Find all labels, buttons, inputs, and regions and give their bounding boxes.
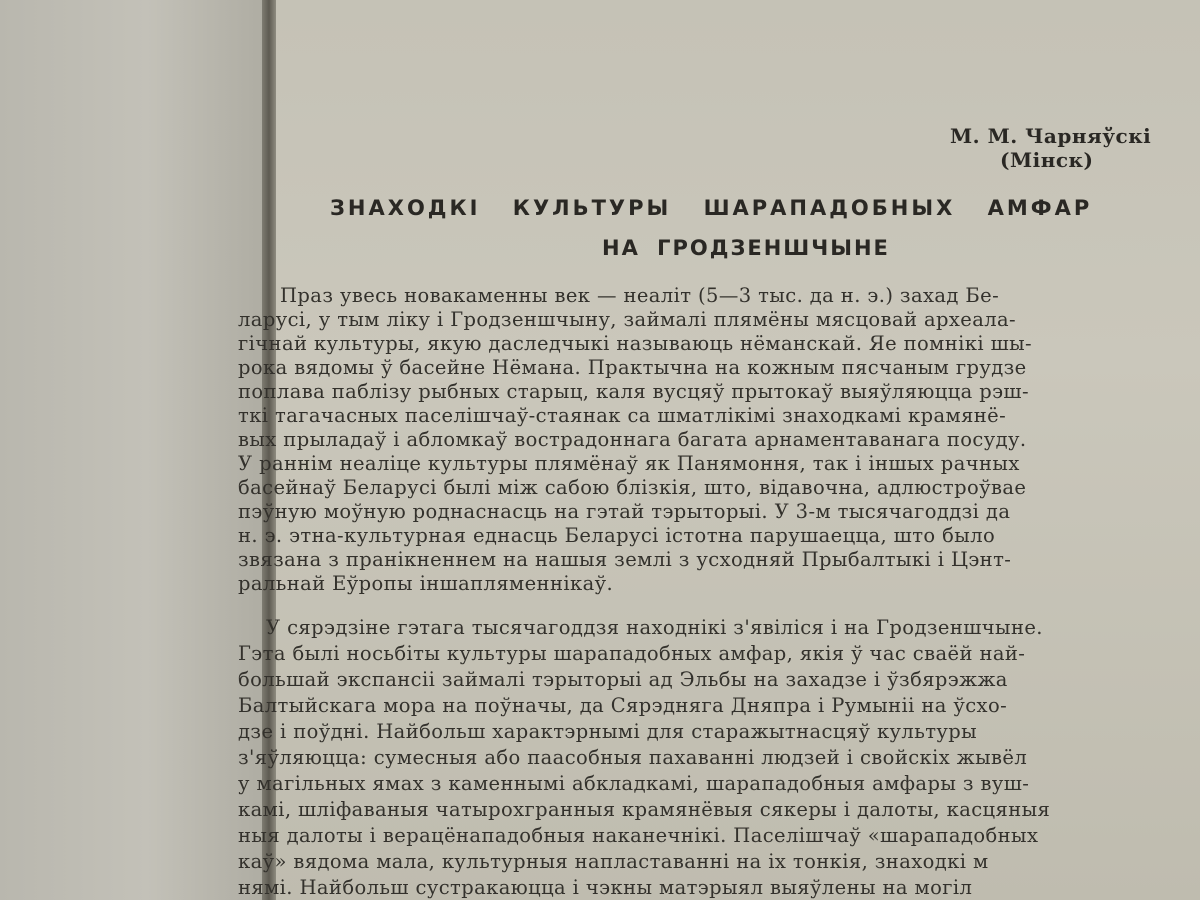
body-line: з'яўляюцца: сумесныя або паасобныя пахаванні людзей і свойскіх жывёл [238,746,1028,769]
body-line: поплава паблізу рыбных старыц, каля вусцяў прытокаў выяўляюцца рэш- [238,380,1029,403]
body-line: У раннім неаліце культуры плямёнаў як Панямоння, так і іншых рачных [238,452,1020,475]
body-line: Балтыйскага мора на поўначы, да Сярэдняга Дняпра і Румыніі на ўсхо- [238,694,1008,717]
article-body [238,270,1200,900]
article-title-line-2: НА ГРОДЗЕНШЧЫНЕ [602,236,890,260]
body-line: н. э. этна-культурная еднасць Беларусі істотна парушаецца, што было [238,524,996,547]
body-line: У сярэдзіне гэтага тысячагоддзя находнікі з'явіліся і на Гродзеншчыне. [266,616,1043,639]
body-line: ларусі, у тым ліку і Гродзеншчыну, займалі плямёны мясцовай археала- [238,308,1017,331]
body-line: ныя далоты і верацёнападобныя наканечнікі. Паселішчаў «шарападобных [238,824,1039,847]
body-line: дзе і поўдні. Найбольш характэрнымі для старажытнасцяў культуры [238,720,978,743]
body-line: пэўную моўную роднаснасць на гэтай тэрыторыі. У 3-м тысячагоддзі да [238,500,1011,523]
body-line: у магільных ямах з каменнымі абкладкамі, шарападобныя амфары з вуш- [238,772,1030,795]
body-line: каў» вядома мала, культурныя напластаванні на іх тонкія, знаходкі м [238,850,989,873]
left-page [0,0,268,900]
body-line: вых прыладаў і абломкаў вострадоннага багата арнаментаванага посуду. [238,428,1027,451]
body-line: рока вядомы ў басейне Нёмана. Практычна на кожным пясчаным грудзе [238,356,1027,379]
author-name: М. М. Чарняўскі [950,124,1152,148]
body-line: ткі тагачасных паселішчаў-стаянак са шматлікімі знаходкамі крамянё- [238,404,1007,427]
body-line: большай экспансіі займалі тэрыторыі ад Эльбы на захадзе і ўзбярэжжа [238,668,1008,691]
body-line: Праз увесь новакаменны век — неаліт (5—3 тыс. да н. э.) захад Бе- [280,284,1000,307]
body-line: Гэта былі носьбіты культуры шарападобных амфар, якія ў час сваёй най- [238,642,1026,665]
author-city: (Мінск) [1000,148,1094,172]
body-line: ральнай Еўропы іншапляменнікаў. [238,572,614,595]
body-line: басейнаў Беларусі былі між сабою блізкія, што, відавочна, адлюстроўвае [238,476,1027,499]
body-line: нямі. Найбольш сустракаюцца і чэкны матэрыял выяўлены на могіл [238,876,973,899]
article-title-line-1: ЗНАХОДКІ КУЛЬТУРЫ ШАРАПАДОБНЫХ АМФАР [330,196,1093,220]
body-line: гічнай культуры, якую даследчыкі называюць нёманскай. Яе помнікі шы- [238,332,1033,355]
body-line: камі, шліфаваныя чатырохгранныя крамянёвыя сякеры і далоты, касцяныя [238,798,1051,821]
body-line: звязана з пранікненнем на нашыя землі з усходняй Прыбалтыкі і Цэнт- [238,548,1012,571]
